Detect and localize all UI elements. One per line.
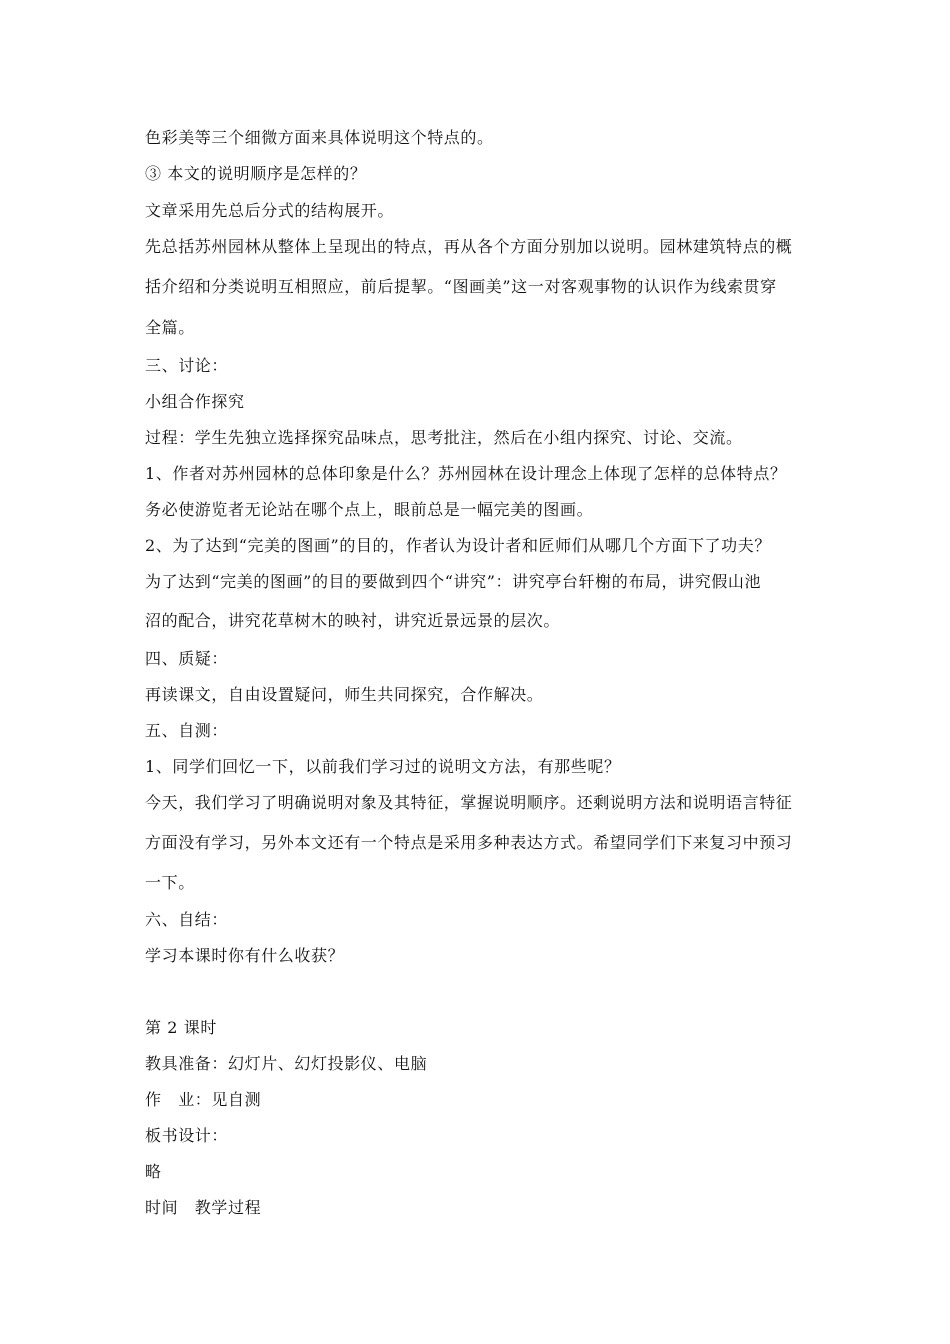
question-2: 2、为了达到“完美的图画”的目的，作者认为设计者和匠师们从哪几个方面下了功夫？ <box>145 536 771 555</box>
question-1: 1、作者对苏州园林的总体印象是什么？苏州园林在设计理念上体现了怎样的总体特点？ <box>145 464 787 483</box>
paragraph-line: 括介绍和分类说明互相照应，前后提挈。“图画美”这一对客观事物的认识作为线索贯穿 <box>145 277 777 296</box>
paragraph-line: 今天，我们学习了明确说明对象及其特征，掌握说明顺序。还剩说明方法和说明语言特征 <box>145 793 793 812</box>
paragraph-line: 一下。 <box>145 873 195 892</box>
lesson-heading: 第 2 课时 <box>145 1018 217 1037</box>
paragraph-line: 为了达到“完美的图画”的目的要做到四个“讲究”：讲究亭台轩榭的布局，讲究假山池 <box>145 572 762 591</box>
text-line: 过程：学生先独立选择探究品味点，思考批注，然后在小组内探究、讨论、交流。 <box>145 428 743 447</box>
section-heading-discussion: 三、讨论： <box>145 356 229 375</box>
paragraph-line: 沼的配合，讲究花草树木的映衬，讲究近景远景的层次。 <box>145 611 561 630</box>
board-design-value: 略 <box>145 1162 162 1181</box>
text-line: 再读课文，自由设置疑问，师生共同探究，合作解决。 <box>145 685 544 704</box>
answer-text: 务必使游览者无论站在哪个点上，眼前总是一幅完美的图画。 <box>145 500 594 519</box>
text-line: 学习本课时你有什么收获？ <box>145 946 345 965</box>
section-heading-self-test: 五、自测： <box>145 721 229 740</box>
homework: 作 业：见自测 <box>145 1090 262 1109</box>
paragraph-line: 先总括苏州园林从整体上呈现出的特点，再从各个方面分别加以说明。园林建筑特点的概 <box>145 237 793 256</box>
question-1: 1、同学们回忆一下，以前我们学习过的说明文方法，有那些呢？ <box>145 757 621 776</box>
paragraph-line: 全篇。 <box>145 318 195 337</box>
paragraph-line: 方面没有学习，另外本文还有一个特点是采用多种表达方式。希望同学们下来复习中预习 <box>145 833 793 852</box>
subheading: 小组合作探究 <box>145 392 245 411</box>
teaching-aids: 教具准备：幻灯片、幻灯投影仪、电脑 <box>145 1054 428 1073</box>
section-heading-summary: 六、自结： <box>145 910 229 929</box>
board-design-label: 板书设计： <box>145 1126 229 1145</box>
question-3: ③ 本文的说明顺序是怎样的？ <box>145 164 367 183</box>
section-heading-questions: 四、质疑： <box>145 649 229 668</box>
table-header: 时间 教学过程 <box>145 1198 262 1217</box>
answer-text: 文章采用先总后分式的结构展开。 <box>145 201 395 220</box>
text-line: 色彩美等三个细微方面来具体说明这个特点的。 <box>145 128 494 147</box>
